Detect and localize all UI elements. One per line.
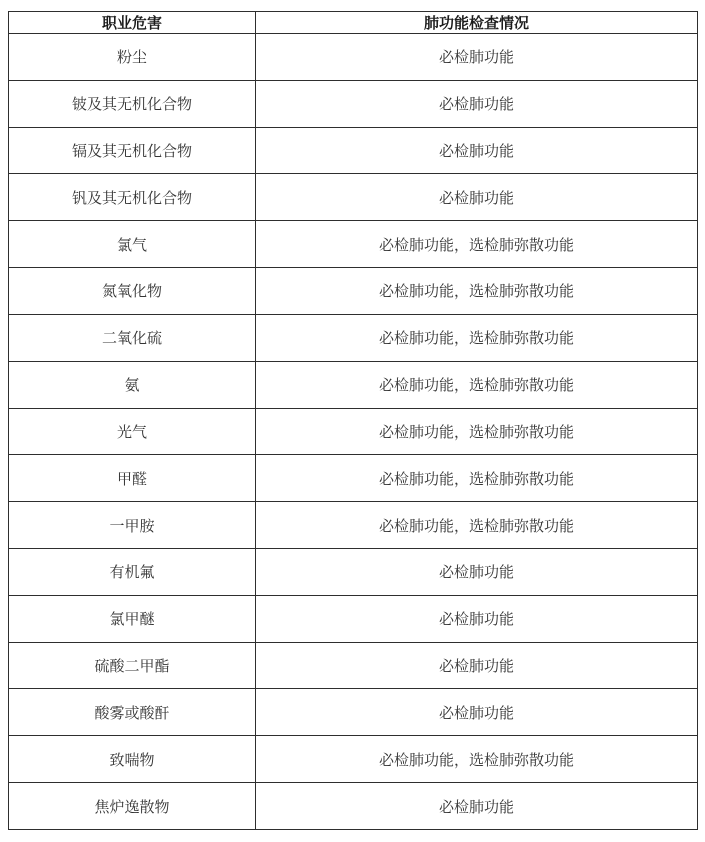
exam-cell: 必检肺功能，选检肺弥散功能: [256, 361, 698, 408]
exam-cell: 必检肺功能: [256, 689, 698, 736]
table-row: [9, 268, 698, 315]
header-exam: 肺功能检查情况: [256, 12, 698, 34]
exam-cell: 必检肺功能: [256, 548, 698, 595]
table-row: [9, 689, 698, 736]
exam-cell: 必检肺功能，选检肺弥散功能: [256, 502, 698, 549]
hazard-cell: 钒及其无机化合物: [9, 174, 256, 221]
hazard-cell: 镉及其无机化合物: [9, 127, 256, 174]
table-row: [9, 736, 698, 783]
hazard-cell: 铍及其无机化合物: [9, 80, 256, 127]
table-row: [9, 314, 698, 361]
table-row: [9, 361, 698, 408]
table-row: [9, 595, 698, 642]
table-row: [9, 455, 698, 502]
exam-cell: 必检肺功能，选检肺弥散功能: [256, 221, 698, 268]
exam-cell: 必检肺功能: [256, 642, 698, 689]
table-row: [9, 80, 698, 127]
hazard-cell: 酸雾或酸酐: [9, 689, 256, 736]
table-row: [9, 408, 698, 455]
exam-cell: 必检肺功能，选检肺弥散功能: [256, 314, 698, 361]
hazard-cell: 氯气: [9, 221, 256, 268]
hazard-cell: 有机氟: [9, 548, 256, 595]
table-row: [9, 783, 698, 830]
lung-function-table: [8, 11, 698, 830]
exam-cell: 必检肺功能: [256, 783, 698, 830]
hazard-cell: 二氧化硫: [9, 314, 256, 361]
exam-cell: 必检肺功能: [256, 34, 698, 81]
hazard-cell: 硫酸二甲酯: [9, 642, 256, 689]
exam-cell: 必检肺功能，选检肺弥散功能: [256, 408, 698, 455]
table-row: [9, 502, 698, 549]
exam-cell: 必检肺功能: [256, 174, 698, 221]
table-row: [9, 221, 698, 268]
hazard-cell: 氨: [9, 361, 256, 408]
table-row: [9, 34, 698, 81]
table-row: [9, 548, 698, 595]
hazard-cell: 氮氧化物: [9, 268, 256, 315]
hazard-cell: 氯甲醚: [9, 595, 256, 642]
hazard-cell: 焦炉逸散物: [9, 783, 256, 830]
exam-cell: 必检肺功能，选检肺弥散功能: [256, 268, 698, 315]
exam-cell: 必检肺功能，选检肺弥散功能: [256, 455, 698, 502]
exam-cell: 必检肺功能: [256, 127, 698, 174]
table-row: [9, 127, 698, 174]
hazard-cell: 一甲胺: [9, 502, 256, 549]
header-hazard: 职业危害: [9, 12, 256, 34]
hazard-cell: 甲醛: [9, 455, 256, 502]
hazard-cell: 粉尘: [9, 34, 256, 81]
table-row: [9, 642, 698, 689]
table-body: [9, 34, 698, 830]
exam-cell: 必检肺功能，选检肺弥散功能: [256, 736, 698, 783]
hazard-cell: 致喘物: [9, 736, 256, 783]
exam-cell: 必检肺功能: [256, 80, 698, 127]
hazard-cell: 光气: [9, 408, 256, 455]
header-row: [9, 12, 698, 34]
table-row: [9, 174, 698, 221]
table-header: [9, 12, 698, 34]
exam-cell: 必检肺功能: [256, 595, 698, 642]
